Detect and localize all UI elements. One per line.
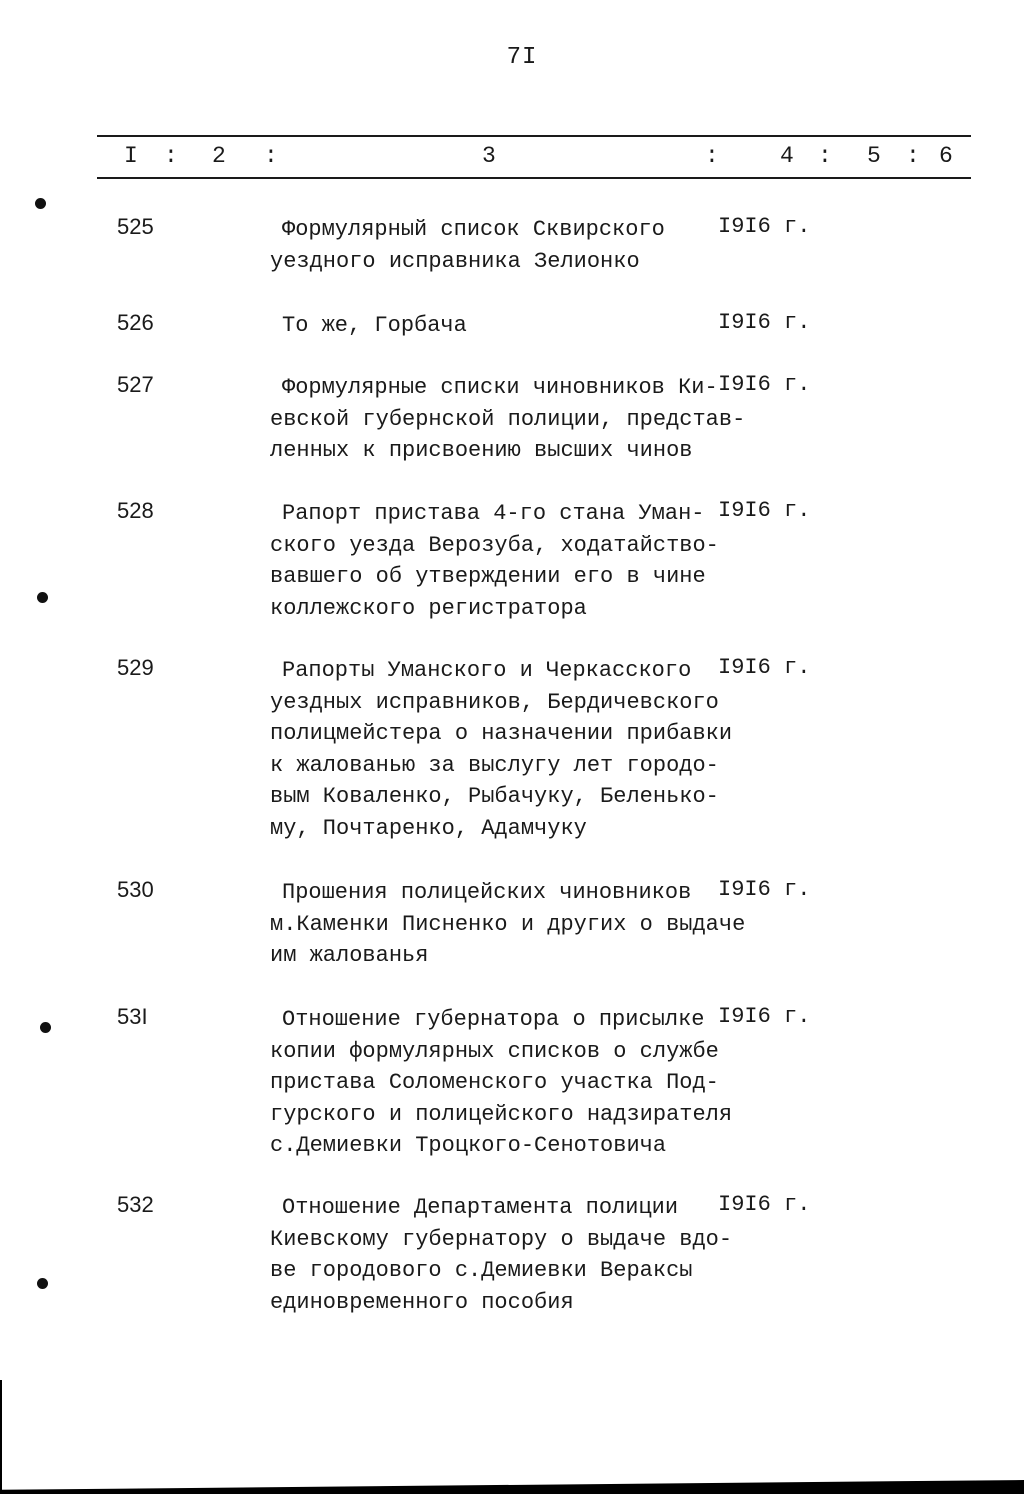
description-line: Формулярный список Сквирского [282, 217, 665, 242]
entry-description [270, 498, 740, 624]
column-header-6: 6 [939, 143, 953, 169]
entry-number: 529 [117, 655, 154, 680]
column-header-1: I [124, 143, 138, 169]
column-header-5: 5 [867, 143, 881, 169]
column-separator: : [264, 143, 278, 169]
entry-number: 53I [117, 1004, 148, 1029]
entry-number: 527 [117, 372, 154, 397]
entry-description [270, 214, 740, 277]
description-line: евской губернской полиции, представ- [270, 406, 746, 432]
entry-number: 525 [117, 214, 154, 239]
column-separator: : [164, 143, 178, 169]
column-separator: : [705, 143, 719, 169]
description-line: ского уезда Верозуба, ходатайство- [270, 532, 719, 558]
entry-description [270, 1192, 740, 1318]
entry-description [270, 310, 740, 342]
description-line: Прошения полицейских чиновников [282, 880, 692, 905]
description-line: копии формулярных списков о службе [270, 1038, 719, 1064]
entry-description [270, 877, 746, 972]
description-line: пристава Соломенского участка Под- [270, 1070, 719, 1095]
column-header-row [0, 143, 1024, 173]
entry-year: I9I6 г. [718, 372, 811, 397]
column-header-2: 2 [212, 143, 226, 169]
punch-hole-mark [40, 1022, 51, 1033]
entry-number: 526 [117, 310, 154, 335]
page-number: 7I [506, 44, 538, 71]
column-separator: : [818, 143, 832, 169]
entry-description [270, 655, 740, 844]
description-line: То же, Горбача [282, 313, 467, 338]
description-line: Формулярные списки чиновников Ки- [282, 375, 718, 400]
entry-year: I9I6 г. [718, 1004, 811, 1029]
punch-hole-mark [37, 592, 48, 603]
column-header-3: 3 [482, 143, 496, 169]
scan-edge [0, 1380, 2, 1494]
description-line: коллежского регистратора [270, 595, 587, 621]
entry-number: 530 [117, 877, 154, 902]
column-header-4: 4 [780, 143, 794, 169]
header-bottom-rule [97, 177, 971, 179]
description-line: гурского и полицейского надзирателя [270, 1101, 733, 1127]
description-line: Отношение губернатора о присылке [282, 1007, 705, 1032]
description-line: уездного исправника Зелионко [270, 248, 640, 274]
entry-year: I9I6 г. [718, 877, 811, 902]
header-top-rule [97, 135, 971, 137]
column-separator: : [906, 143, 920, 169]
entry-number: 532 [117, 1192, 154, 1217]
entry-description [270, 1004, 740, 1162]
entry-year: I9I6 г. [718, 655, 811, 680]
description-line: уездных исправников, Бердичевского [270, 689, 719, 715]
entry-year: I9I6 г. [718, 310, 811, 335]
entry-year: I9I6 г. [718, 214, 811, 239]
description-line: Рапорты Уманского и Черкасского [282, 658, 692, 683]
entry-number: 528 [117, 498, 154, 523]
punch-hole-mark [35, 198, 46, 209]
description-line: Рапорт пристава 4-го стана Уман- [282, 501, 705, 526]
description-line: к жалованью за выслугу лет городо- [270, 752, 719, 778]
description-line: им жалованья [270, 943, 429, 968]
punch-hole-mark [37, 1278, 48, 1289]
description-line: ленных к присвоению высших чинов [270, 438, 693, 463]
entry-year: I9I6 г. [718, 498, 811, 523]
entry-year: I9I6 г. [718, 1192, 811, 1217]
description-line: м.Каменки Писненко и других о выдаче [270, 911, 746, 937]
description-line: вым Коваленко, Рыбачуку, Беленько- [270, 784, 719, 809]
scan-bottom-edge [0, 1480, 1024, 1494]
description-line: Отношение Департамента полиции [282, 1195, 679, 1220]
description-line: с.Демиевки Троцкого-Сенотовича [270, 1133, 667, 1158]
description-line: му, Почтаренко, Адамчуку [270, 815, 587, 841]
entry-description [270, 372, 746, 467]
description-line: Киевскому губернатору о выдаче вдо- [270, 1226, 733, 1252]
description-line: вавшего об утверждении его в чине [270, 564, 706, 589]
description-line: единовременного пособия [270, 1289, 574, 1315]
description-line: полицмейстера о назначении прибавки [270, 721, 733, 746]
description-line: ве городового с.Демиевки Вераксы [270, 1258, 693, 1283]
